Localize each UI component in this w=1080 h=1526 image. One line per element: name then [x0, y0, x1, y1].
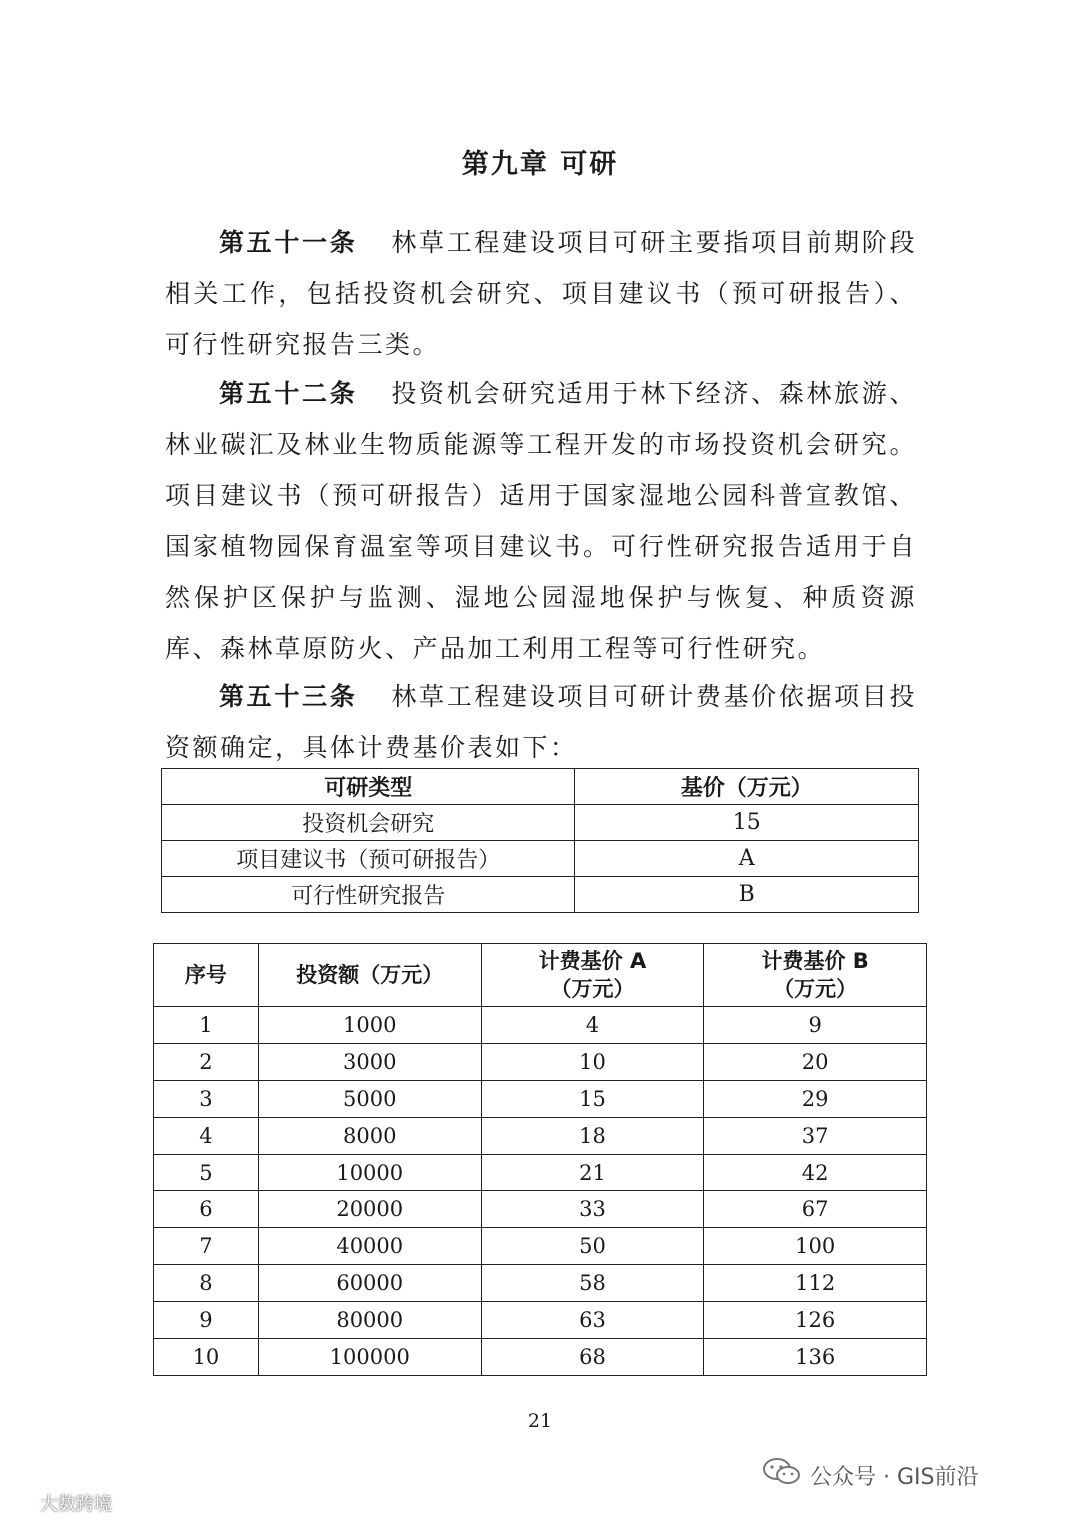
- table-row: [154, 1080, 927, 1117]
- table-row: [162, 841, 919, 877]
- table-cell: 10000: [258, 1154, 481, 1191]
- watermark-text: 大数跨境: [40, 1494, 112, 1515]
- table-cell: A: [575, 841, 919, 877]
- table-cell: 4: [154, 1117, 259, 1154]
- table-cell: 68: [481, 1339, 704, 1376]
- table-header-row: [154, 944, 927, 1007]
- table-cell: 50: [481, 1228, 704, 1265]
- table-cell: 投资机会研究: [162, 805, 575, 841]
- table-cell: 21: [481, 1154, 704, 1191]
- table-cell: 可行性研究报告: [162, 877, 575, 913]
- table-cell: 15: [575, 805, 919, 841]
- table-cell: 8000: [258, 1117, 481, 1154]
- table-header-cell: 基价（万元）: [575, 769, 919, 805]
- table-cell: 8: [154, 1265, 259, 1302]
- table-cell: 2: [154, 1043, 259, 1080]
- table-header-cell: 计费基价 B （万元）: [704, 944, 927, 1007]
- table-cell: 112: [704, 1265, 927, 1302]
- table-cell: 67: [704, 1191, 927, 1228]
- fee-base-price-table: [153, 943, 927, 1376]
- table-cell: B: [575, 877, 919, 913]
- price-type-table: [161, 768, 919, 913]
- table-row: [154, 1043, 927, 1080]
- table-row: [154, 1117, 927, 1154]
- table-header-cell: 序号: [154, 944, 259, 1007]
- table-cell: 40000: [258, 1228, 481, 1265]
- table-cell: 29: [704, 1080, 927, 1117]
- table-cell: 5: [154, 1154, 259, 1191]
- table-cell: 100: [704, 1228, 927, 1265]
- chapter-title: 第九章 可研: [461, 149, 619, 180]
- table-cell: 33: [481, 1191, 704, 1228]
- table-row: [154, 1265, 927, 1302]
- article-text: 林草工程建设项目可研计费基价依据项目投资额确定，具体计费基价表如下：: [165, 682, 917, 762]
- table-cell: 63: [481, 1302, 704, 1339]
- table-row: [162, 877, 919, 913]
- table-cell: 60000: [258, 1265, 481, 1302]
- table-header-row: [162, 769, 919, 805]
- weibo-logo-icon: [10, 1491, 36, 1516]
- table-cell: 58: [481, 1265, 704, 1302]
- table-cell: 1000: [258, 1007, 481, 1044]
- table-cell: 42: [704, 1154, 927, 1191]
- article-label: 第五十一条: [219, 228, 358, 257]
- table-row: [154, 1007, 927, 1044]
- table-cell: 80000: [258, 1302, 481, 1339]
- article-text: 林草工程建设项目可研主要指项目前期阶段相关工作，包括投资机会研究、项目建议书（预可研报告）、可行性研究报告三类。: [165, 228, 917, 359]
- article-label: 第五十二条: [219, 379, 358, 408]
- table-cell: 9: [704, 1007, 927, 1044]
- article-52: [165, 368, 917, 674]
- article-51: [165, 217, 917, 370]
- watermark-text: 公众号 · GIS前沿: [810, 1464, 979, 1490]
- table-cell: 项目建议书（预可研报告）: [162, 841, 575, 877]
- table-cell: 100000: [258, 1339, 481, 1376]
- table-cell: 20: [704, 1043, 927, 1080]
- table-cell: 3: [154, 1080, 259, 1117]
- table-cell: 3000: [258, 1043, 481, 1080]
- table-row: [154, 1339, 927, 1376]
- table-row: [154, 1154, 927, 1191]
- table-row: [162, 805, 919, 841]
- table-cell: 9: [154, 1302, 259, 1339]
- watermark-right: [762, 1456, 978, 1494]
- table-row: [154, 1191, 927, 1228]
- article-53: [165, 671, 917, 773]
- page-number: 21: [527, 1410, 553, 1432]
- table-row: [154, 1302, 927, 1339]
- table-cell: 126: [704, 1302, 927, 1339]
- table-cell: 5000: [258, 1080, 481, 1117]
- table-cell: 6: [154, 1191, 259, 1228]
- table-cell: 18: [481, 1117, 704, 1154]
- table-row: [154, 1228, 927, 1265]
- article-text: 投资机会研究适用于林下经济、森林旅游、林业碳汇及林业生物质能源等工程开发的市场投资机会研究。项目建议书（预可研报告）适用于国家湿地公园科普宣教馆、国家植物园保育温室等项目建议书。可行性研究报告适用于自然保护区保护与监测、湿地公园湿地保护与恢复、种质资源库、森林草原防火、产品加工利用工程等可行性研究。: [165, 379, 917, 663]
- table-cell: 10: [481, 1043, 704, 1080]
- table-cell: 10: [154, 1339, 259, 1376]
- table-header-cell: 投资额（万元）: [258, 944, 481, 1007]
- wechat-icon: [762, 1456, 802, 1494]
- watermark-left: [10, 1490, 112, 1516]
- table-header-cell: 可研类型: [162, 769, 575, 805]
- table-cell: 1: [154, 1007, 259, 1044]
- table-cell: 15: [481, 1080, 704, 1117]
- table-cell: 4: [481, 1007, 704, 1044]
- table-cell: 37: [704, 1117, 927, 1154]
- table-header-cell: 计费基价 A （万元）: [481, 944, 704, 1007]
- article-label: 第五十三条: [219, 682, 358, 711]
- table-cell: 136: [704, 1339, 927, 1376]
- table-cell: 20000: [258, 1191, 481, 1228]
- table-cell: 7: [154, 1228, 259, 1265]
